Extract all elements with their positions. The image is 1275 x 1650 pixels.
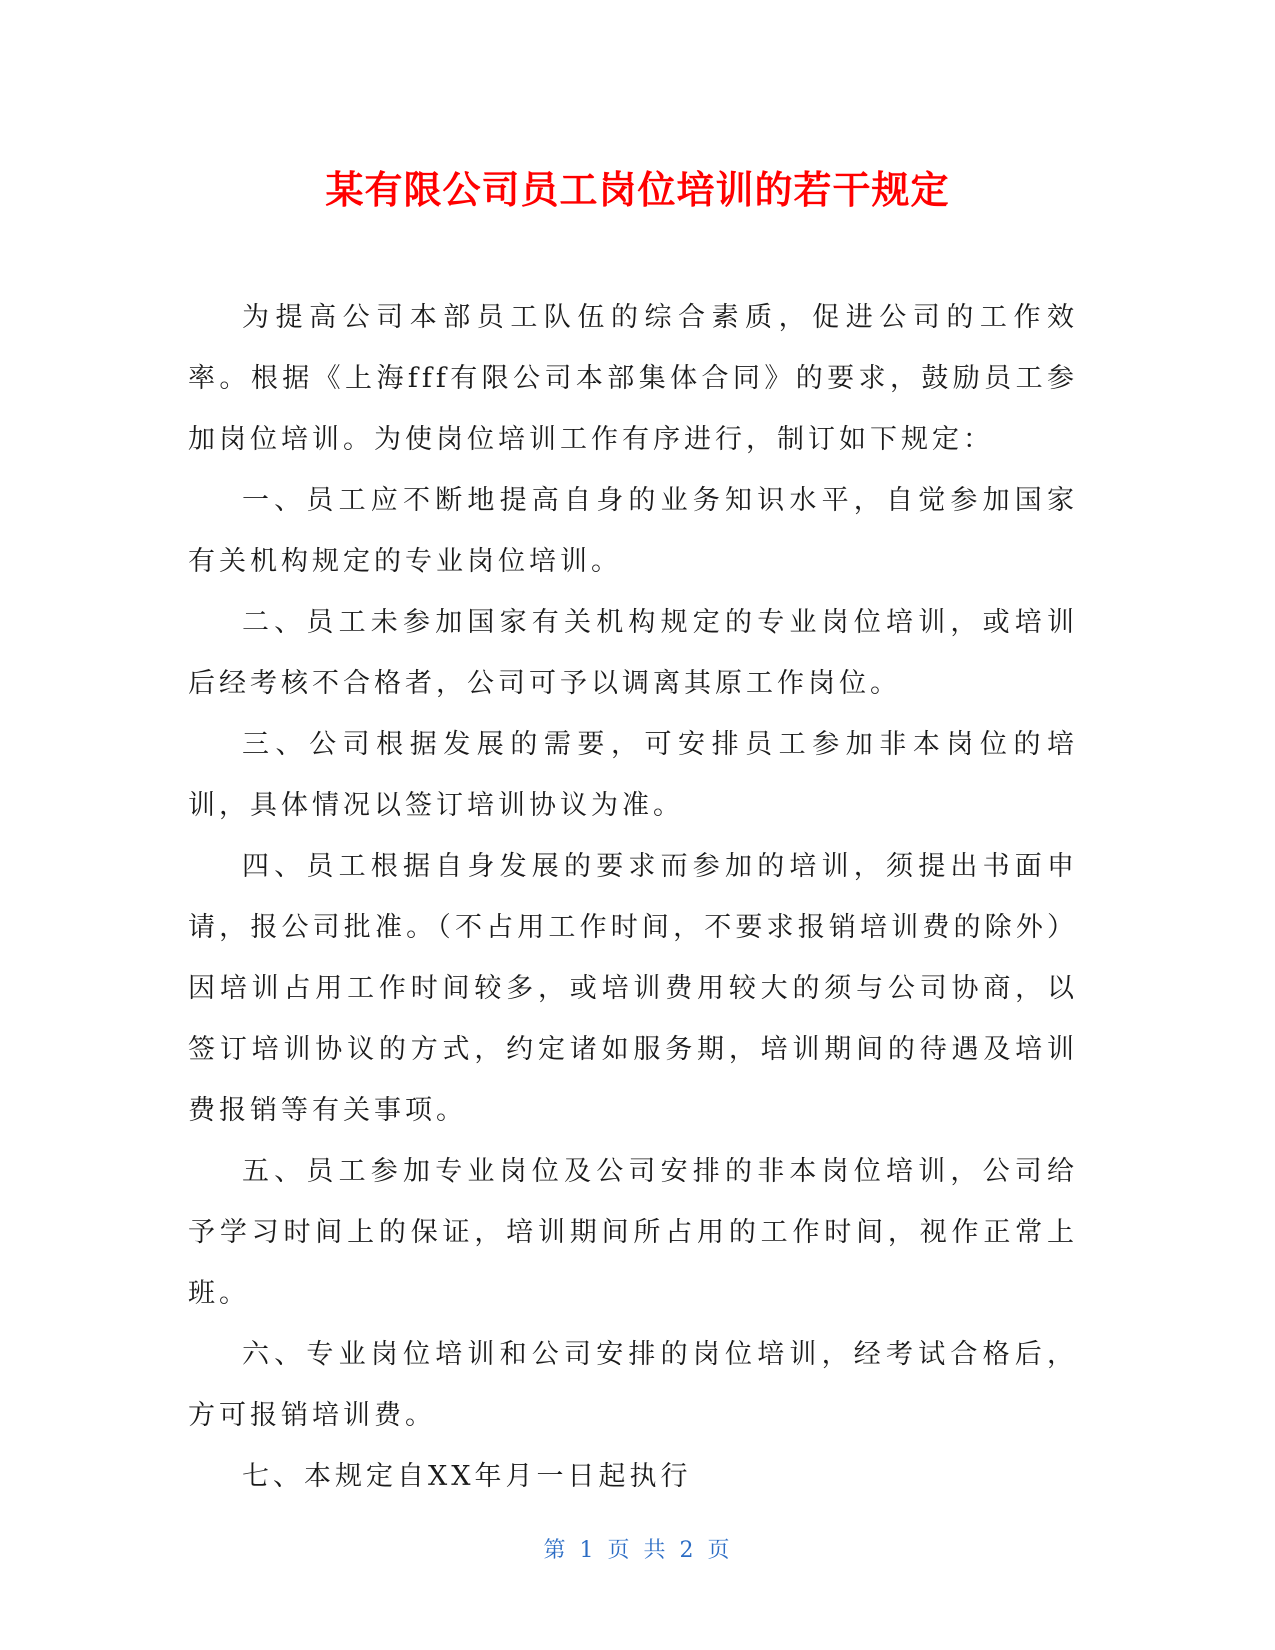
document-title: 某有限公司员工岗位培训的若干规定 — [325, 168, 950, 212]
footer-current-page: 1 — [579, 1538, 596, 1563]
page-number-footer — [0, 1536, 1275, 1566]
paragraph-item-6: 六、专业岗位培训和公司安排的岗位培训，经考试合格后，方可报销培训费。 — [188, 1339, 1078, 1431]
paragraph-item-3: 三、公司根据发展的需要，可安排员工参加非本岗位的培训，具体情况以签订培训协议为准。 — [188, 729, 1078, 821]
document-body — [188, 287, 1078, 1507]
footer-total-pages: 2 — [679, 1538, 696, 1563]
footer-label-unit-2: 页 — [707, 1538, 732, 1563]
footer-label-page: 第 — [543, 1538, 568, 1563]
footer-label-total: 共 — [643, 1538, 668, 1563]
paragraph-intro: 为提高公司本部员工队伍的综合素质，促进公司的工作效率。根据《上海fff有限公司本部集体合同》的要求，鼓励员工参加岗位培训。为使岗位培训工作有序进行，制订如下规定： — [188, 302, 1078, 455]
paragraph-item-1: 一、员工应不断地提高自身的业务知识水平，自觉参加国家有关机构规定的专业岗位培训。 — [188, 485, 1078, 577]
paragraph-item-4: 四、员工根据自身发展的要求而参加的培训，须提出书面申请，报公司批准。（不占用工作时间，不要求报销培训费的除外）因培训占用工作时间较多，或培训费用较大的须与公司协商，以签订培训协议的方式，约定诸如服务期，培训期间的待遇及培训费报销等有关事项。 — [188, 851, 1078, 1126]
footer-label-unit: 页 — [607, 1538, 632, 1563]
paragraph-item-5: 五、员工参加专业岗位及公司安排的非本岗位培训，公司给予学习时间上的保证，培训期间所占用的工作时间，视作正常上班。 — [188, 1156, 1078, 1309]
paragraph-item-7: 七、本规定自XX年月一日起执行 — [242, 1461, 692, 1492]
paragraph-item-2: 二、员工未参加国家有关机构规定的专业岗位培训，或培训后经考核不合格者，公司可予以调离其原工作岗位。 — [188, 607, 1078, 699]
